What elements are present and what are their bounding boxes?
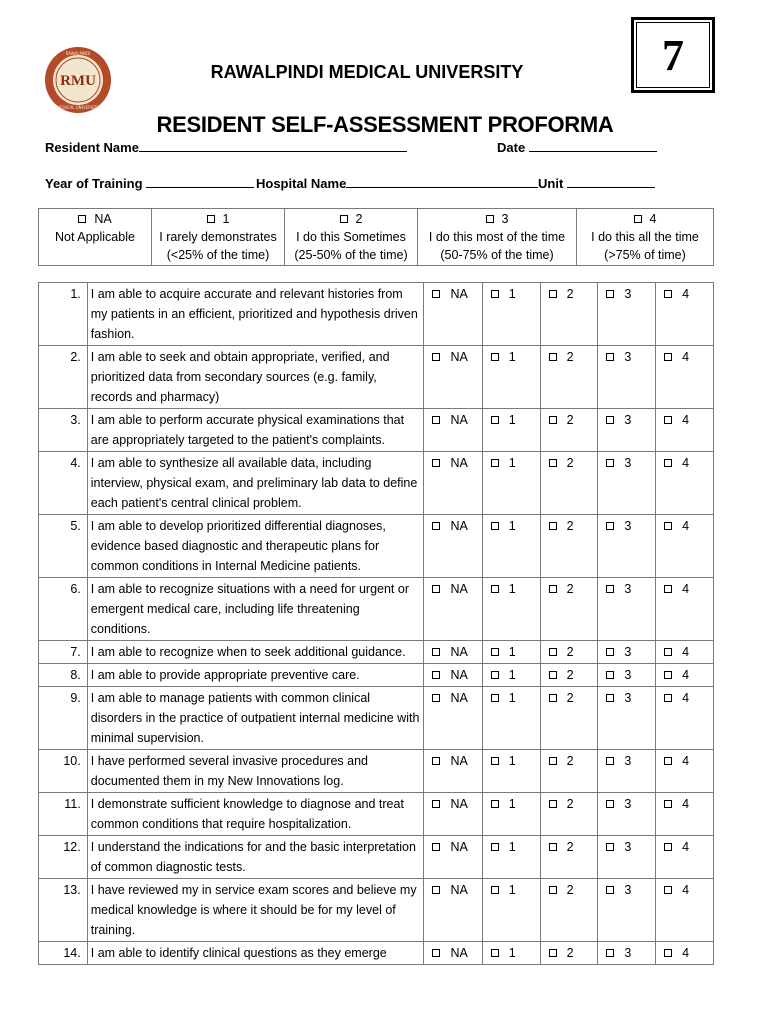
rating-option[interactable] bbox=[598, 836, 656, 879]
checkbox-icon[interactable] bbox=[606, 671, 614, 679]
option-label: NA bbox=[450, 645, 468, 659]
item-number: 10. bbox=[39, 750, 88, 793]
checkbox-icon[interactable] bbox=[606, 522, 614, 530]
checkbox-icon[interactable] bbox=[491, 585, 499, 593]
option-label: 2 bbox=[566, 946, 574, 960]
option-label: 4 bbox=[682, 519, 690, 533]
option-label: 3 bbox=[624, 797, 632, 811]
rating-option[interactable] bbox=[540, 879, 598, 942]
checkbox-icon bbox=[78, 215, 86, 223]
checkbox-icon[interactable] bbox=[606, 353, 614, 361]
checkbox-icon[interactable] bbox=[606, 648, 614, 656]
option-label: 2 bbox=[566, 456, 574, 470]
rating-option[interactable] bbox=[656, 793, 714, 836]
checkbox-icon[interactable] bbox=[491, 416, 499, 424]
rating-option[interactable] bbox=[540, 687, 598, 750]
item-number: 3. bbox=[39, 409, 88, 452]
option-label: 1 bbox=[508, 691, 516, 705]
rating-option[interactable] bbox=[482, 578, 540, 641]
rating-option[interactable] bbox=[598, 515, 656, 578]
option-label: 4 bbox=[682, 754, 690, 768]
option-label: NA bbox=[450, 883, 468, 897]
option-label: 4 bbox=[682, 668, 690, 682]
checkbox-icon[interactable] bbox=[432, 459, 440, 467]
year-of-training-label: Year of Training bbox=[45, 176, 143, 191]
table-row bbox=[39, 750, 714, 793]
rating-option[interactable] bbox=[656, 942, 714, 965]
rating-option[interactable] bbox=[598, 641, 656, 664]
rating-scale-legend bbox=[38, 208, 714, 266]
date-field[interactable] bbox=[497, 140, 657, 155]
checkbox-icon[interactable] bbox=[432, 416, 440, 424]
rating-option[interactable] bbox=[656, 452, 714, 515]
item-statement: I am able to manage patients with common clinical disorders in the practice of outpatient internal medicine with minimal supervision. bbox=[87, 687, 424, 750]
checkbox-icon[interactable] bbox=[606, 416, 614, 424]
checkbox-icon[interactable] bbox=[549, 353, 557, 361]
option-label: 2 bbox=[566, 413, 574, 427]
checkbox-icon[interactable] bbox=[664, 757, 672, 765]
rating-option[interactable] bbox=[656, 283, 714, 346]
checkbox-icon[interactable] bbox=[664, 459, 672, 467]
rating-option[interactable] bbox=[598, 409, 656, 452]
option-label: NA bbox=[450, 840, 468, 854]
scale-cell bbox=[152, 209, 285, 266]
option-label: 1 bbox=[508, 413, 516, 427]
page-number: 7 bbox=[662, 30, 684, 80]
date-input[interactable] bbox=[529, 140, 657, 152]
checkbox-icon[interactable] bbox=[549, 800, 557, 808]
option-label: 2 bbox=[566, 287, 574, 301]
date-label: Date bbox=[497, 140, 526, 155]
option-label: 3 bbox=[624, 413, 632, 427]
checkbox-icon[interactable] bbox=[491, 800, 499, 808]
option-label: 2 bbox=[566, 840, 574, 854]
table-row bbox=[39, 515, 714, 578]
unit-label: Unit bbox=[538, 176, 564, 191]
rating-option[interactable] bbox=[424, 836, 482, 879]
page-title: RESIDENT SELF-ASSESSMENT PROFORMA bbox=[156, 112, 614, 137]
option-label: 4 bbox=[682, 883, 690, 897]
item-number: 8. bbox=[39, 664, 88, 687]
option-label: NA bbox=[450, 582, 468, 596]
scale-desc: I do this all the time bbox=[591, 230, 699, 244]
checkbox-icon[interactable] bbox=[549, 416, 557, 424]
rating-option[interactable] bbox=[482, 879, 540, 942]
item-statement: I understand the indications for and the basic interpretation of common diagnostic tests. bbox=[87, 836, 424, 879]
checkbox-icon[interactable] bbox=[432, 353, 440, 361]
item-statement: I am able to recognize situations with a need for urgent or emergent medical care, including life threatening conditions. bbox=[87, 578, 424, 641]
checkbox-icon[interactable] bbox=[664, 843, 672, 851]
rating-option[interactable] bbox=[424, 452, 482, 515]
item-number: 5. bbox=[39, 515, 88, 578]
item-statement: I am able to seek and obtain appropriate, verified, and prioritized data from secondary sources (e.g. family, records and pharmacy) bbox=[87, 346, 424, 409]
option-label: 3 bbox=[624, 519, 632, 533]
option-label: 3 bbox=[624, 350, 632, 364]
option-label: 4 bbox=[682, 797, 690, 811]
checkbox-icon[interactable] bbox=[664, 949, 672, 957]
scale-desc: I do this most of the time bbox=[428, 230, 566, 244]
checkbox-icon[interactable] bbox=[549, 843, 557, 851]
checkbox-icon[interactable] bbox=[664, 671, 672, 679]
scale-cell bbox=[577, 209, 714, 266]
rating-option[interactable] bbox=[540, 452, 598, 515]
option-label: 3 bbox=[624, 287, 632, 301]
option-label: 3 bbox=[624, 691, 632, 705]
checkbox-icon bbox=[340, 215, 348, 223]
checkbox-icon[interactable] bbox=[549, 290, 557, 298]
checkbox-icon[interactable] bbox=[606, 290, 614, 298]
hospital-name-field[interactable] bbox=[256, 176, 538, 191]
option-label: 2 bbox=[566, 883, 574, 897]
option-label: 2 bbox=[566, 797, 574, 811]
option-label: 2 bbox=[566, 691, 574, 705]
option-label: NA bbox=[450, 519, 468, 533]
assessment-table bbox=[38, 282, 714, 965]
checkbox-icon[interactable] bbox=[606, 949, 614, 957]
item-number: 7. bbox=[39, 641, 88, 664]
option-label: 1 bbox=[508, 946, 516, 960]
checkbox-icon[interactable] bbox=[432, 522, 440, 530]
option-label: NA bbox=[450, 668, 468, 682]
rating-option[interactable] bbox=[540, 641, 598, 664]
svg-text:MEDICAL UNIVERSITY: MEDICAL UNIVERSITY bbox=[56, 105, 100, 110]
item-number: 13. bbox=[39, 879, 88, 942]
rating-option[interactable] bbox=[598, 283, 656, 346]
item-number: 1. bbox=[39, 283, 88, 346]
item-statement: I have performed several invasive procedures and documented them in my New Innovations log. bbox=[87, 750, 424, 793]
option-label: NA bbox=[450, 413, 468, 427]
rating-option[interactable] bbox=[540, 515, 598, 578]
rating-option[interactable] bbox=[482, 283, 540, 346]
option-label: 1 bbox=[508, 519, 516, 533]
scale-desc: I do this Sometimes bbox=[296, 230, 406, 244]
rating-option[interactable] bbox=[424, 750, 482, 793]
option-label: NA bbox=[450, 754, 468, 768]
checkbox-icon[interactable] bbox=[606, 585, 614, 593]
svg-text:RAWALPINDI: RAWALPINDI bbox=[65, 51, 91, 56]
rating-option[interactable] bbox=[424, 793, 482, 836]
scale-value: NA bbox=[94, 212, 112, 226]
scale-value: 3 bbox=[501, 212, 509, 226]
option-label: 1 bbox=[508, 582, 516, 596]
checkbox-icon[interactable] bbox=[491, 290, 499, 298]
rating-option[interactable] bbox=[482, 515, 540, 578]
checkbox-icon[interactable] bbox=[491, 886, 499, 894]
rating-option[interactable] bbox=[482, 346, 540, 409]
checkbox-icon[interactable] bbox=[432, 800, 440, 808]
checkbox-icon[interactable] bbox=[549, 648, 557, 656]
table-row bbox=[39, 346, 714, 409]
rating-option[interactable] bbox=[424, 578, 482, 641]
checkbox-icon[interactable] bbox=[549, 757, 557, 765]
scale-cell bbox=[285, 209, 418, 266]
rating-option[interactable] bbox=[540, 346, 598, 409]
rating-option[interactable] bbox=[482, 942, 540, 965]
table-row bbox=[39, 942, 714, 965]
checkbox-icon bbox=[634, 215, 642, 223]
rating-option[interactable] bbox=[424, 942, 482, 965]
checkbox-icon[interactable] bbox=[549, 949, 557, 957]
checkbox-icon[interactable] bbox=[491, 694, 499, 702]
rating-option[interactable] bbox=[482, 641, 540, 664]
option-label: NA bbox=[450, 797, 468, 811]
rating-option[interactable] bbox=[656, 879, 714, 942]
rating-option[interactable] bbox=[656, 409, 714, 452]
option-label: 4 bbox=[682, 582, 690, 596]
rating-option[interactable] bbox=[424, 687, 482, 750]
option-label: 3 bbox=[624, 883, 632, 897]
checkbox-icon[interactable] bbox=[432, 671, 440, 679]
checkbox-icon[interactable] bbox=[606, 459, 614, 467]
option-label: 3 bbox=[624, 840, 632, 854]
option-label: 2 bbox=[566, 645, 574, 659]
checkbox-icon[interactable] bbox=[491, 648, 499, 656]
table-row bbox=[39, 687, 714, 750]
option-label: 4 bbox=[682, 456, 690, 470]
option-label: 4 bbox=[682, 645, 690, 659]
rating-option[interactable] bbox=[540, 942, 598, 965]
option-label: 3 bbox=[624, 456, 632, 470]
item-number: 14. bbox=[39, 942, 88, 965]
table-row bbox=[39, 283, 714, 346]
year-of-training-field[interactable] bbox=[45, 176, 254, 191]
rating-option[interactable] bbox=[424, 409, 482, 452]
option-label: NA bbox=[450, 691, 468, 705]
checkbox-icon[interactable] bbox=[491, 671, 499, 679]
option-label: 4 bbox=[682, 840, 690, 854]
rating-option[interactable] bbox=[656, 346, 714, 409]
checkbox-icon[interactable] bbox=[432, 694, 440, 702]
item-number: 2. bbox=[39, 346, 88, 409]
resident-name-input[interactable] bbox=[139, 140, 407, 152]
year-of-training-input[interactable] bbox=[146, 176, 254, 188]
option-label: NA bbox=[450, 287, 468, 301]
rating-option[interactable] bbox=[656, 836, 714, 879]
rating-option[interactable] bbox=[598, 687, 656, 750]
rating-option[interactable] bbox=[656, 578, 714, 641]
scale-range: (>75% of time) bbox=[604, 248, 686, 262]
option-label: NA bbox=[450, 946, 468, 960]
checkbox-icon[interactable] bbox=[549, 459, 557, 467]
table-row bbox=[39, 641, 714, 664]
option-label: 3 bbox=[624, 754, 632, 768]
option-label: 2 bbox=[566, 519, 574, 533]
item-number: 9. bbox=[39, 687, 88, 750]
option-label: 1 bbox=[508, 456, 516, 470]
rating-option[interactable] bbox=[424, 641, 482, 664]
rating-option[interactable] bbox=[540, 578, 598, 641]
rating-option[interactable] bbox=[656, 515, 714, 578]
resident-name-field[interactable] bbox=[45, 140, 407, 155]
option-label: 2 bbox=[566, 668, 574, 682]
rating-option[interactable] bbox=[540, 283, 598, 346]
item-statement: I am able to provide appropriate preventive care. bbox=[87, 664, 424, 687]
university-name: RAWALPINDI MEDICAL UNIVERSITY bbox=[210, 62, 524, 82]
table-row bbox=[39, 836, 714, 879]
checkbox-icon[interactable] bbox=[606, 694, 614, 702]
table-row bbox=[39, 452, 714, 515]
item-number: 4. bbox=[39, 452, 88, 515]
checkbox-icon[interactable] bbox=[432, 585, 440, 593]
scale-range: (25-50% of the time) bbox=[294, 248, 408, 262]
item-number: 6. bbox=[39, 578, 88, 641]
checkbox-icon[interactable] bbox=[549, 694, 557, 702]
option-label: 4 bbox=[682, 287, 690, 301]
scale-cell bbox=[39, 209, 152, 266]
option-label: 4 bbox=[682, 350, 690, 364]
rating-option[interactable] bbox=[540, 750, 598, 793]
unit-input[interactable] bbox=[567, 176, 655, 188]
rating-option[interactable] bbox=[424, 283, 482, 346]
rating-option[interactable] bbox=[598, 346, 656, 409]
table-row bbox=[39, 793, 714, 836]
checkbox-icon[interactable] bbox=[491, 843, 499, 851]
checkbox-icon bbox=[207, 215, 215, 223]
checkbox-icon[interactable] bbox=[491, 459, 499, 467]
checkbox-icon[interactable] bbox=[606, 800, 614, 808]
checkbox-icon[interactable] bbox=[664, 353, 672, 361]
table-row bbox=[39, 664, 714, 687]
scale-desc: I rarely demonstrates bbox=[159, 230, 277, 244]
option-label: 4 bbox=[682, 946, 690, 960]
item-statement: I am able to develop prioritized differential diagnoses, evidence based diagnostic and therapeutic plans for common conditions in Internal Medicine patients. bbox=[87, 515, 424, 578]
table-row bbox=[39, 578, 714, 641]
option-label: 2 bbox=[566, 754, 574, 768]
checkbox-icon[interactable] bbox=[664, 416, 672, 424]
option-label: 1 bbox=[508, 754, 516, 768]
rating-option[interactable] bbox=[482, 793, 540, 836]
table-row bbox=[39, 879, 714, 942]
rating-option[interactable] bbox=[598, 942, 656, 965]
checkbox-icon[interactable] bbox=[664, 585, 672, 593]
rating-option[interactable] bbox=[482, 687, 540, 750]
rating-option[interactable] bbox=[656, 641, 714, 664]
checkbox-icon[interactable] bbox=[664, 290, 672, 298]
scale-value: 2 bbox=[355, 212, 363, 226]
option-label: 4 bbox=[682, 413, 690, 427]
checkbox-icon bbox=[486, 215, 494, 223]
rating-option[interactable] bbox=[482, 836, 540, 879]
checkbox-icon[interactable] bbox=[549, 522, 557, 530]
checkbox-icon[interactable] bbox=[432, 843, 440, 851]
rating-option[interactable] bbox=[598, 879, 656, 942]
item-statement: I am able to identify clinical questions as they emerge bbox=[87, 942, 424, 965]
table-row bbox=[39, 409, 714, 452]
unit-field[interactable] bbox=[538, 176, 655, 191]
option-label: NA bbox=[450, 350, 468, 364]
option-label: NA bbox=[450, 456, 468, 470]
option-label: 3 bbox=[624, 582, 632, 596]
checkbox-icon[interactable] bbox=[432, 757, 440, 765]
rating-option[interactable] bbox=[598, 578, 656, 641]
option-label: 1 bbox=[508, 350, 516, 364]
checkbox-icon[interactable] bbox=[664, 648, 672, 656]
checkbox-icon[interactable] bbox=[664, 886, 672, 894]
item-statement: I am able to recognize when to seek additional guidance. bbox=[87, 641, 424, 664]
item-statement: I am able to perform accurate physical examinations that are appropriately targeted to the patient's complaints. bbox=[87, 409, 424, 452]
scale-range: (50-75% of the time) bbox=[440, 248, 554, 262]
scale-desc: Not Applicable bbox=[55, 230, 135, 244]
option-label: 1 bbox=[508, 645, 516, 659]
checkbox-icon[interactable] bbox=[606, 843, 614, 851]
option-label: 1 bbox=[508, 840, 516, 854]
rating-option[interactable] bbox=[598, 793, 656, 836]
rating-option[interactable] bbox=[482, 664, 540, 687]
option-label: 2 bbox=[566, 582, 574, 596]
checkbox-icon[interactable] bbox=[432, 290, 440, 298]
rating-option[interactable] bbox=[424, 879, 482, 942]
item-statement: I have reviewed my in service exam scores and believe my medical knowledge is where it should be for my level of training. bbox=[87, 879, 424, 942]
rating-option[interactable] bbox=[540, 836, 598, 879]
option-label: 1 bbox=[508, 668, 516, 682]
checkbox-icon[interactable] bbox=[606, 757, 614, 765]
checkbox-icon[interactable] bbox=[549, 585, 557, 593]
checkbox-icon[interactable] bbox=[491, 949, 499, 957]
resident-name-label: Resident Name bbox=[45, 140, 139, 155]
checkbox-icon[interactable] bbox=[491, 757, 499, 765]
option-label: 3 bbox=[624, 645, 632, 659]
svg-text:RMU: RMU bbox=[60, 73, 96, 89]
rating-option[interactable] bbox=[424, 664, 482, 687]
checkbox-icon[interactable] bbox=[432, 648, 440, 656]
option-label: 2 bbox=[566, 350, 574, 364]
checkbox-icon[interactable] bbox=[664, 522, 672, 530]
rating-option[interactable] bbox=[482, 452, 540, 515]
option-label: 1 bbox=[508, 797, 516, 811]
scale-cell bbox=[418, 209, 577, 266]
option-label: 3 bbox=[624, 946, 632, 960]
rating-option[interactable] bbox=[482, 409, 540, 452]
rating-option[interactable] bbox=[598, 452, 656, 515]
checkbox-icon[interactable] bbox=[432, 949, 440, 957]
checkbox-icon[interactable] bbox=[549, 886, 557, 894]
option-label: 4 bbox=[682, 691, 690, 705]
scale-value: 1 bbox=[222, 212, 230, 226]
item-statement: I am able to synthesize all available data, including interview, physical exam, and preliminary lab data to define each patient's central clinical problem. bbox=[87, 452, 424, 515]
scale-range: (<25% of the time) bbox=[166, 248, 270, 262]
rating-option[interactable] bbox=[424, 515, 482, 578]
checkbox-icon[interactable] bbox=[606, 886, 614, 894]
hospital-name-input[interactable] bbox=[346, 176, 538, 188]
rating-option[interactable] bbox=[656, 664, 714, 687]
rating-option[interactable] bbox=[540, 409, 598, 452]
rating-option[interactable] bbox=[656, 750, 714, 793]
rating-option[interactable] bbox=[540, 664, 598, 687]
option-label: 3 bbox=[624, 668, 632, 682]
rating-option[interactable] bbox=[656, 687, 714, 750]
rating-option[interactable] bbox=[540, 793, 598, 836]
rating-option[interactable] bbox=[424, 346, 482, 409]
scale-value: 4 bbox=[649, 212, 657, 226]
rating-option[interactable] bbox=[598, 750, 656, 793]
option-label: 1 bbox=[508, 287, 516, 301]
rating-option[interactable] bbox=[482, 750, 540, 793]
item-statement: I demonstrate sufficient knowledge to diagnose and treat common conditions that require hospitalization. bbox=[87, 793, 424, 836]
item-number: 12. bbox=[39, 836, 88, 879]
checkbox-icon[interactable] bbox=[664, 694, 672, 702]
checkbox-icon[interactable] bbox=[432, 886, 440, 894]
rating-option[interactable] bbox=[598, 664, 656, 687]
item-statement: I am able to acquire accurate and relevant histories from my patients in an efficient, prioritized and hypothesis driven fashion. bbox=[87, 283, 424, 346]
checkbox-icon[interactable] bbox=[664, 800, 672, 808]
hospital-name-label: Hospital Name bbox=[256, 176, 347, 191]
checkbox-icon[interactable] bbox=[491, 353, 499, 361]
checkbox-icon[interactable] bbox=[491, 522, 499, 530]
checkbox-icon[interactable] bbox=[549, 671, 557, 679]
item-number: 11. bbox=[39, 793, 88, 836]
option-label: 1 bbox=[508, 883, 516, 897]
